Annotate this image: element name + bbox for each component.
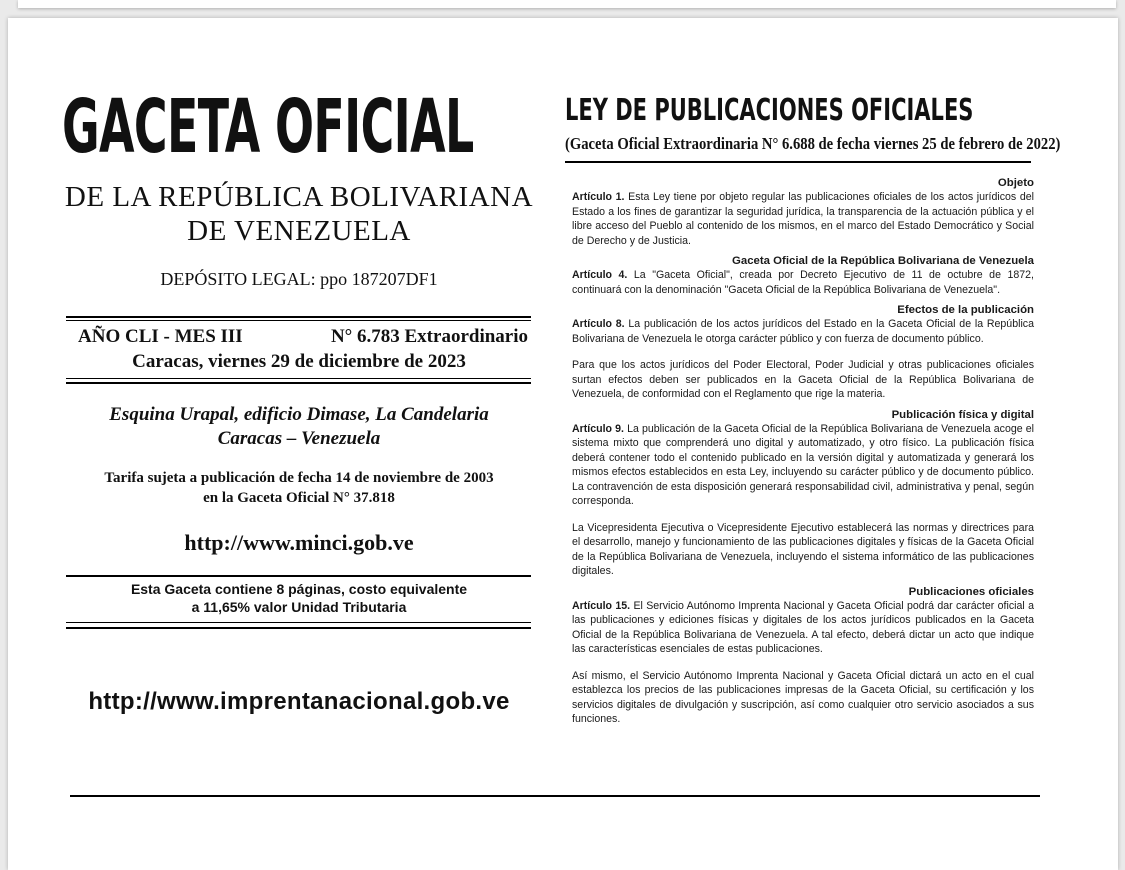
article-number: Artículo 8. — [572, 318, 625, 330]
article-paragraph — [572, 422, 1034, 509]
article-text: La "Gaceta Oficial", creada por Decreto Ejecutivo de 11 de octubre de 1872, continuará con la denominación "Gaceta Oficial de la República Bolivariana de Venezuela". — [572, 269, 1034, 296]
issue-number: N° 6.783 Extraordinario — [330, 326, 528, 347]
article-text: La Vicepresidenta Ejecutiva o Vicepresidente Ejecutivo establecerá las normas y directrices para el desarrollo, manejo y funcionamiento de las publicaciones digitales y físicas de la Gaceta Oficial de la República Bolivariana de Venezuela, incluyendo el sistema informático de las publicaciones digitales. — [572, 521, 1034, 577]
masthead-subtitle-line2: DE VENEZUELA — [187, 215, 411, 247]
article-paragraph — [572, 190, 1034, 248]
law-title-rule — [565, 161, 1031, 163]
section-heading: Publicaciones oficiales — [908, 585, 1034, 598]
section-heading: Publicación física y digital — [891, 408, 1034, 421]
article-paragraph — [572, 358, 1034, 402]
article-paragraph — [572, 268, 1034, 297]
divider — [66, 320, 531, 321]
article-text: Para que los actos jurídicos del Poder Electoral, Poder Judicial y otras publicaciones oficiales surtan efectos deben ser publicados en la Gaceta Oficial de la República Bolivariana de Venezuela, de conformidad con el Reglamento que rige la materia. — [572, 359, 1034, 400]
divider — [66, 627, 531, 629]
section-heading: Gaceta Oficial de la República Bolivariana de Venezuela — [732, 255, 1034, 267]
address-line2: Caracas – Venezuela — [217, 428, 381, 449]
issue-row — [78, 326, 528, 348]
section-heading: Objeto — [997, 177, 1034, 189]
previous-page-edge — [18, 0, 1116, 8]
legal-deposit: DEPÓSITO LEGAL: ppo 187207DF1 — [160, 269, 438, 289]
tariff-line2: en la Gaceta Oficial N° 37.818 — [203, 490, 395, 506]
article-text: La publicación de la Gaceta Oficial de la República Bolivariana de Venezuela acoge el sistema mixto que comprenderá uno digital y automatizado, y otro físico. La publicación física deberá contener todo el contenido publicado en la versión digital y automatizada y generará los mismos efectos establecidos en esta Ley, incluyendo su carácter público y de documento público. La contravención de esta disposición generará responsabilidad civil, administrativa y penal, según corresponda. — [572, 422, 1034, 507]
article-number: Artículo 4. — [572, 269, 628, 281]
bottom-rule — [70, 795, 1040, 797]
divider — [66, 622, 531, 623]
pages-note-line1: Esta Gaceta contiene 8 páginas, costo equivalente — [130, 581, 468, 597]
divider — [66, 378, 531, 379]
pages-note-line2: a 11,65% valor Unidad Tributaria — [191, 599, 407, 615]
imprenta-url[interactable]: http://www.imprentanacional.gob.ve — [88, 688, 510, 715]
law-title: LEY DE PUBLICACIONES OFICIALES — [565, 93, 974, 128]
article-paragraph — [572, 317, 1034, 346]
article-number: Artículo 15. — [572, 599, 631, 612]
article-paragraph — [572, 599, 1034, 657]
article-number: Artículo 1. — [572, 191, 625, 203]
article-text: El Servicio Autónomo Imprenta Nacional y Gaceta Oficial podrá dar carácter oficial a las publicaciones y ediciones físicas y digitales de los actos jurídicos publicados en la Gaceta Oficial de la República Bolivariana de Venezuela. A tal efecto, deberá dictar un acto que indique las características esenciales de estas publicaciones. — [572, 599, 1034, 655]
masthead-subtitle-line1: DE LA REPÚBLICA BOLIVARIANA — [64, 181, 534, 213]
article-text: La publicación de los actos jurídicos del Estado en la Gaceta Oficial de la República Bolivariana de Venezuela le otorga carácter público y con fuerza de documento público. — [572, 318, 1034, 345]
article-text: Esta Ley tiene por objeto regular las publicaciones oficiales de los actos jurídicos del Estado a los fines de garantizar la seguridad jurídica, la transparencia de la actuación pública y el libre acceso del Pueblo al contenido de los mismos, en el marco del Estado Democrático y Social de Derecho y de Justicia. — [572, 191, 1034, 247]
article-text: Así mismo, el Servicio Autónomo Imprenta Nacional y Gaceta Oficial dictará un acto en el cual establezca los precios de las publicaciones impresas de la Gaceta Oficial, su certificación y los servicios digitales de divulgación y suscripción, así como cualquier otro servicio asociados a sus funciones. — [572, 669, 1034, 725]
tariff-line1: Tarifa sujeta a publicación de fecha 14 de noviembre de 2003 — [104, 470, 494, 486]
article-number: Artículo 9. — [572, 422, 624, 435]
law-body — [572, 176, 1034, 733]
divider — [66, 316, 531, 318]
law-subtitle: (Gaceta Oficial Extraordinaria N° 6.688 de fecha viernes 25 de febrero de 2022) — [565, 134, 1061, 153]
address-line1: Esquina Urapal, edificio Dimase, La Candelaria — [109, 404, 489, 425]
minci-url[interactable]: http://www.minci.gob.ve — [184, 530, 414, 555]
issue-date: Caracas, viernes 29 de diciembre de 2023 — [132, 351, 466, 372]
article-paragraph — [572, 669, 1034, 727]
masthead-title: GACETA OFICIAL — [62, 84, 474, 170]
article-paragraph — [572, 521, 1034, 579]
section-heading: Efectos de la publicación — [897, 304, 1034, 316]
issue-year-month: AÑO CLI - MES III — [78, 326, 243, 347]
divider — [66, 382, 531, 384]
divider — [66, 575, 531, 577]
